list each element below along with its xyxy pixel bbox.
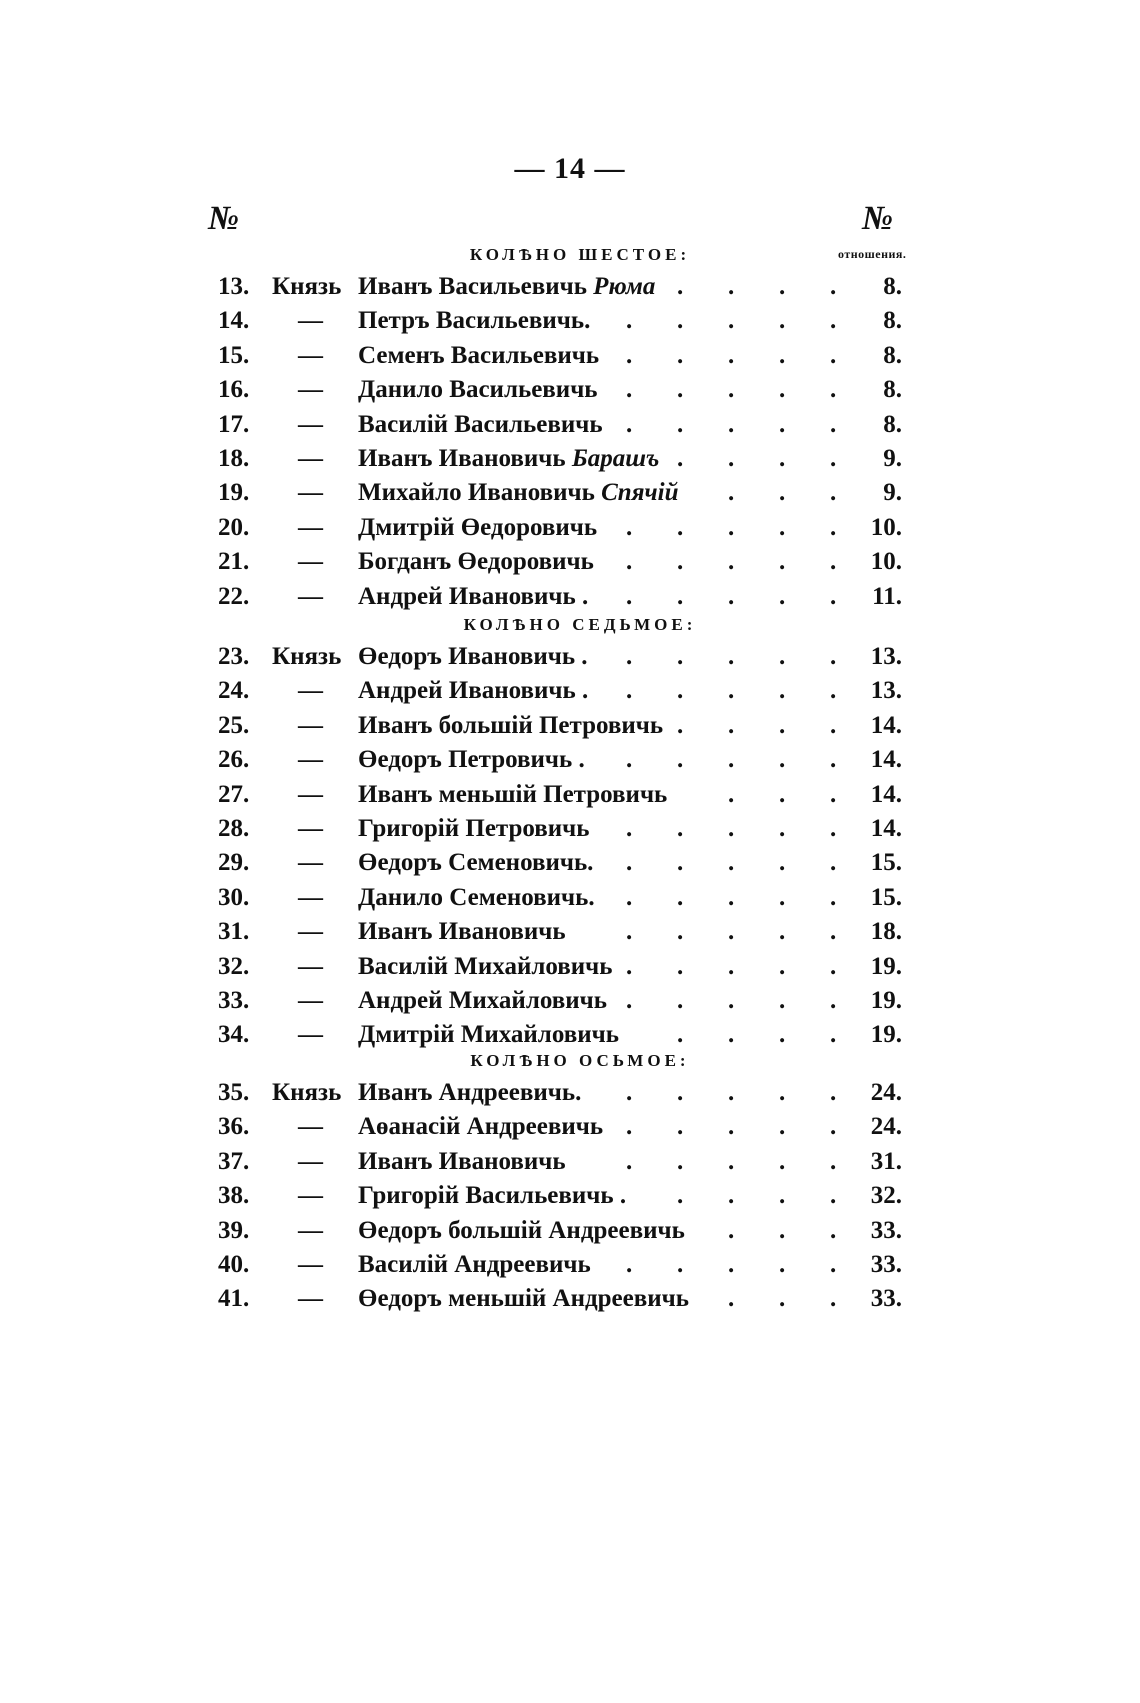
entry-name: Өедоръ Семеновичь. <box>358 849 594 877</box>
entry-name: Өедоръ Петровичь . <box>358 746 585 774</box>
leader-dot: . <box>626 513 633 541</box>
entry-row <box>0 511 1140 545</box>
leader-dot: . <box>728 952 735 980</box>
entry-reference: 8. <box>883 341 902 369</box>
leader-dot: . <box>830 273 837 300</box>
leader-dot: . <box>779 986 786 1014</box>
leader-dot: . <box>626 1147 633 1175</box>
entry-row <box>0 1282 1140 1316</box>
entry-name: Дмитрій Михайловичь <box>358 1021 619 1049</box>
entry-number: 18. <box>218 444 250 472</box>
entry-reference: 18. <box>870 918 902 946</box>
leader-dot: . <box>677 1182 684 1210</box>
entry-row <box>0 674 1140 708</box>
leader-dot: . <box>677 1250 684 1278</box>
leader-dot: . <box>728 1079 735 1106</box>
leader-dot: . <box>779 513 786 541</box>
leader-dot: . <box>677 918 684 946</box>
ditto-dash: — <box>298 1021 323 1049</box>
entry-row <box>0 984 1140 1018</box>
ditto-dash: — <box>298 1147 323 1175</box>
leader-dot: . <box>728 746 735 774</box>
leader-dot: . <box>728 548 735 576</box>
leader-dot: . <box>677 711 684 739</box>
ditto-dash: — <box>298 307 323 335</box>
ditto-dash: — <box>298 780 323 808</box>
entry-number: 39. <box>218 1216 250 1244</box>
entry-reference: 11. <box>872 582 902 610</box>
entry-reference: 32. <box>870 1182 902 1210</box>
entry-name: Андрей Ивановичь . <box>358 677 589 705</box>
entry-row <box>0 915 1140 949</box>
leader-dot: . <box>779 273 786 300</box>
leader-dot: . <box>830 1147 837 1175</box>
ditto-dash: — <box>298 1182 323 1210</box>
ditto-dash: — <box>298 479 323 507</box>
leader-dot: . <box>677 1147 684 1175</box>
entry-name: Иванъ Андреевичь. <box>358 1079 582 1106</box>
leader-dot: . <box>830 1021 837 1049</box>
entry-name: Андрей Ивановичь . <box>358 582 589 610</box>
entry-name: Өедоръ Ивановичь . <box>358 643 588 670</box>
leader-dot: . <box>677 307 684 335</box>
entry-row <box>0 846 1140 880</box>
entry-row <box>0 373 1140 407</box>
entry-row <box>0 476 1140 510</box>
entry-number: 25. <box>218 711 250 739</box>
leader-dot: . <box>626 746 633 774</box>
leader-dot: . <box>728 273 735 300</box>
entry-number: 26. <box>218 746 250 774</box>
leader-dot: . <box>677 849 684 877</box>
entry-name: Михайло Ивановичь Спячій <box>358 479 679 507</box>
leader-dot: . <box>779 1285 786 1313</box>
leader-dot: . <box>728 1216 735 1244</box>
page-number: — 14 — <box>514 152 626 185</box>
entry-number: 29. <box>218 849 250 877</box>
leader-dot: . <box>830 341 837 369</box>
leader-dot: . <box>626 883 633 911</box>
generation-section <box>0 610 1140 1053</box>
leader-dot: . <box>779 918 786 946</box>
ditto-dash: — <box>298 952 323 980</box>
leader-dot: . <box>626 849 633 877</box>
entry-title: Князь <box>272 643 342 670</box>
entry-row <box>0 408 1140 442</box>
entry-reference: 15. <box>870 849 902 877</box>
leader-dot: . <box>728 883 735 911</box>
entry-row <box>0 709 1140 743</box>
entry-number: 40. <box>218 1250 250 1278</box>
entry-row <box>0 743 1140 777</box>
entry-reference: 14. <box>870 746 902 774</box>
entry-number: 33. <box>218 986 250 1014</box>
section-title: КОЛѢНО СЕДЬМОЕ: <box>463 615 697 634</box>
ditto-dash: — <box>298 849 323 877</box>
entry-number: 38. <box>218 1182 250 1210</box>
leader-dot: . <box>830 410 837 438</box>
entry-row <box>0 640 1140 674</box>
leader-dot: . <box>830 479 837 507</box>
entry-name: Иванъ большій Петровичь <box>358 711 664 739</box>
leader-dot: . <box>830 1285 837 1313</box>
leader-dot: . <box>830 307 837 335</box>
leader-dot: . <box>677 883 684 911</box>
leader-dot: . <box>677 273 684 300</box>
entry-name: Иванъ Ивановичь <box>358 918 566 946</box>
leader-dot: . <box>677 643 684 670</box>
leader-dot: . <box>779 1250 786 1278</box>
leader-dot: . <box>830 918 837 946</box>
leader-dot: . <box>626 643 633 670</box>
section-title: КОЛѢНО ШЕСТОЕ: <box>469 245 691 264</box>
ditto-dash: — <box>298 1113 323 1141</box>
leader-dot: . <box>779 1182 786 1210</box>
leader-dot: . <box>830 677 837 705</box>
leader-dot: . <box>779 376 786 404</box>
leader-dot: . <box>626 1079 633 1106</box>
entry-reference: 33. <box>870 1216 902 1244</box>
leader-dot: . <box>830 1113 837 1141</box>
entry-row <box>0 1179 1140 1213</box>
leader-dot: . <box>728 814 735 842</box>
entry-name: Дмитрій Өедоровичь <box>358 513 598 541</box>
entry-reference: 24. <box>870 1113 902 1141</box>
entry-row <box>0 950 1140 984</box>
leader-dot: . <box>677 746 684 774</box>
leader-dot: . <box>677 1079 684 1106</box>
entry-row <box>0 339 1140 373</box>
ditto-dash: — <box>298 582 323 610</box>
leader-dot: . <box>779 814 786 842</box>
entry-reference: 8. <box>883 307 902 335</box>
leader-dot: . <box>830 780 837 808</box>
leader-dot: . <box>728 582 735 610</box>
leader-dot: . <box>728 1113 735 1141</box>
entry-name: Григорій Васильевичь . <box>358 1182 627 1210</box>
leader-dot: . <box>830 444 837 472</box>
entry-reference: 8. <box>883 410 902 438</box>
ditto-dash: — <box>298 746 323 774</box>
leader-dot: . <box>728 918 735 946</box>
leader-dot: . <box>779 479 786 507</box>
entry-reference: 8. <box>883 376 902 404</box>
entry-row <box>0 1214 1140 1248</box>
entry-number: 22. <box>218 582 250 610</box>
leader-dot: . <box>830 952 837 980</box>
reference-column-header: № <box>862 200 894 237</box>
entry-name: Иванъ Ивановичь <box>358 1147 566 1175</box>
entry-reference: 19. <box>870 1021 902 1049</box>
ditto-dash: — <box>298 677 323 705</box>
leader-dot: . <box>728 1285 735 1313</box>
leader-dot: . <box>677 548 684 576</box>
reference-column-subheader: отношения. <box>838 247 907 261</box>
leader-dot: . <box>728 444 735 472</box>
leader-dot: . <box>830 376 837 404</box>
leader-dot: . <box>779 444 786 472</box>
leader-dot: . <box>728 1250 735 1278</box>
entry-reference: 14. <box>870 711 902 739</box>
leader-dot: . <box>728 410 735 438</box>
leader-dot: . <box>677 410 684 438</box>
leader-dot: . <box>728 1182 735 1210</box>
leader-dot: . <box>728 677 735 705</box>
leader-dot: . <box>830 883 837 911</box>
leader-dot: . <box>626 376 633 404</box>
leader-dot: . <box>830 849 837 877</box>
entry-reference: 9. <box>883 479 902 507</box>
generation-section <box>0 1046 1140 1317</box>
leader-dot: . <box>830 1182 837 1210</box>
leader-dot: . <box>626 814 633 842</box>
ditto-dash: — <box>298 1250 323 1278</box>
entry-reference: 10. <box>870 513 902 541</box>
entry-number: 13. <box>218 273 250 300</box>
leader-dot: . <box>677 677 684 705</box>
leader-dot: . <box>830 1250 837 1278</box>
ditto-dash: — <box>298 918 323 946</box>
leader-dot: . <box>728 376 735 404</box>
entry-nickname: Рюма <box>593 273 656 300</box>
leader-dot: . <box>626 1113 633 1141</box>
entry-reference: 19. <box>870 952 902 980</box>
ditto-dash: — <box>298 341 323 369</box>
entry-number: 14. <box>218 307 250 335</box>
leader-dot: . <box>728 1021 735 1049</box>
leader-dot: . <box>626 677 633 705</box>
leader-dot: . <box>728 986 735 1014</box>
leader-dot: . <box>626 307 633 335</box>
leader-dot: . <box>677 513 684 541</box>
entry-row <box>0 778 1140 812</box>
entry-name: Андрей Михайловичь <box>358 986 607 1014</box>
entry-number: 36. <box>218 1113 250 1141</box>
ditto-dash: — <box>298 548 323 576</box>
entry-number: 19. <box>218 479 250 507</box>
leader-dot: . <box>779 746 786 774</box>
entry-reference: 13. <box>870 643 902 670</box>
ditto-dash: — <box>298 376 323 404</box>
leader-dot: . <box>830 1079 837 1106</box>
entry-row <box>0 545 1140 579</box>
entry-reference: 14. <box>870 780 902 808</box>
leader-dot: . <box>830 582 837 610</box>
leader-dot: . <box>830 643 837 670</box>
entry-name: Аөанасій Андреевичь <box>358 1113 604 1141</box>
entry-name: Өедоръ меньшій Андреевичь <box>358 1285 689 1313</box>
entry-name: Иванъ Ивановичь Барашъ <box>358 444 660 472</box>
entry-number: 24. <box>218 677 250 705</box>
entry-name: Богданъ Өедоровичь <box>358 548 594 576</box>
leader-dot: . <box>779 643 786 670</box>
entry-title: Князь <box>272 1079 342 1106</box>
leader-dot: . <box>728 513 735 541</box>
leader-dot: . <box>779 341 786 369</box>
ditto-dash: — <box>298 883 323 911</box>
generation-section <box>0 240 1140 614</box>
entry-number: 34. <box>218 1021 250 1049</box>
number-column-header: № <box>208 200 240 237</box>
leader-dot: . <box>677 952 684 980</box>
entry-name: Василій Андреевичь <box>358 1250 591 1278</box>
leader-dot: . <box>728 1147 735 1175</box>
entry-row <box>0 881 1140 915</box>
leader-dot: . <box>830 1216 837 1244</box>
entry-number: 23. <box>218 643 250 670</box>
leader-dot: . <box>779 307 786 335</box>
ditto-dash: — <box>298 410 323 438</box>
ditto-dash: — <box>298 1216 323 1244</box>
entry-number: 31. <box>218 918 250 946</box>
entry-row <box>0 1248 1140 1282</box>
entry-reference: 24. <box>870 1079 902 1106</box>
leader-dot: . <box>677 582 684 610</box>
entry-name: Данило Семеновичь. <box>358 883 595 911</box>
leader-dot: . <box>677 341 684 369</box>
entry-number: 27. <box>218 780 250 808</box>
entry-name: Иванъ Васильевичь Рюма <box>358 273 656 300</box>
leader-dot: . <box>779 677 786 705</box>
leader-dot: . <box>626 410 633 438</box>
entry-reference: 14. <box>870 814 902 842</box>
ditto-dash: — <box>298 711 323 739</box>
ditto-dash: — <box>298 1285 323 1313</box>
entry-number: 41. <box>218 1285 250 1313</box>
entry-number: 20. <box>218 513 250 541</box>
entry-number: 28. <box>218 814 250 842</box>
leader-dot: . <box>830 986 837 1014</box>
entry-name: Семенъ Васильевичь <box>358 341 600 369</box>
leader-dot: . <box>626 548 633 576</box>
leader-dot: . <box>779 952 786 980</box>
leader-dot: . <box>677 1021 684 1049</box>
entry-number: 17. <box>218 410 250 438</box>
entry-row <box>0 580 1140 614</box>
leader-dot: . <box>830 746 837 774</box>
leader-dot: . <box>677 814 684 842</box>
leader-dot: . <box>830 513 837 541</box>
ditto-dash: — <box>298 444 323 472</box>
leader-dot: . <box>728 479 735 507</box>
entry-number: 16. <box>218 376 250 404</box>
leader-dot: . <box>626 918 633 946</box>
entry-reference: 31. <box>870 1147 902 1175</box>
entry-row <box>0 1110 1140 1144</box>
leader-dot: . <box>728 643 735 670</box>
entry-name: Василій Васильевичь <box>358 410 603 438</box>
entry-reference: 33. <box>870 1285 902 1313</box>
section-title: КОЛѢНО ОСЬМОЕ: <box>470 1051 690 1070</box>
entry-number: 32. <box>218 952 250 980</box>
leader-dot: . <box>830 548 837 576</box>
leader-dot: . <box>728 341 735 369</box>
entry-nickname: Спячій <box>601 479 679 507</box>
entry-row <box>0 442 1140 476</box>
ditto-dash: — <box>298 814 323 842</box>
ditto-dash: — <box>298 513 323 541</box>
entry-name: Петръ Васильевичь. <box>358 307 591 335</box>
entry-reference: 33. <box>870 1250 902 1278</box>
ditto-dash: — <box>298 986 323 1014</box>
entry-number: 37. <box>218 1147 250 1175</box>
leader-dot: . <box>626 1250 633 1278</box>
leader-dot: . <box>779 548 786 576</box>
leader-dot: . <box>677 986 684 1014</box>
leader-dot: . <box>779 1147 786 1175</box>
leader-dot: . <box>779 780 786 808</box>
entry-name: Иванъ меньшій Петровичь <box>358 780 668 808</box>
entry-row <box>0 270 1140 304</box>
leader-dot: . <box>830 711 837 739</box>
leader-dot: . <box>779 883 786 911</box>
leader-dot: . <box>677 1113 684 1141</box>
entry-reference: 15. <box>870 883 902 911</box>
leader-dot: . <box>728 711 735 739</box>
leader-dot: . <box>626 582 633 610</box>
entry-number: 15. <box>218 341 250 369</box>
leader-dot: . <box>728 780 735 808</box>
leader-dot: . <box>779 1113 786 1141</box>
leader-dot: . <box>626 952 633 980</box>
leader-dot: . <box>779 849 786 877</box>
entry-reference: 8. <box>883 273 902 300</box>
entry-name: Данило Васильевичь <box>358 376 598 404</box>
entry-row <box>0 812 1140 846</box>
leader-dot: . <box>779 1079 786 1106</box>
leader-dot: . <box>779 1021 786 1049</box>
entry-row <box>0 1076 1140 1110</box>
leader-dot: . <box>677 444 684 472</box>
leader-dot: . <box>728 849 735 877</box>
leader-dot: . <box>830 814 837 842</box>
entry-name: Өедоръ большій Андреевичь <box>358 1216 685 1244</box>
leader-dot: . <box>626 341 633 369</box>
leader-dot: . <box>779 711 786 739</box>
leader-dot: . <box>728 307 735 335</box>
leader-dot: . <box>677 376 684 404</box>
entry-reference: 10. <box>870 548 902 576</box>
leader-dot: . <box>626 986 633 1014</box>
entry-name: Василій Михайловичь <box>358 952 613 980</box>
leader-dot: . <box>779 410 786 438</box>
entry-reference: 19. <box>870 986 902 1014</box>
entry-reference: 9. <box>883 444 902 472</box>
entry-reference: 13. <box>870 677 902 705</box>
leader-dot: . <box>779 582 786 610</box>
entry-number: 21. <box>218 548 250 576</box>
entry-number: 30. <box>218 883 250 911</box>
entry-title: Князь <box>272 273 342 300</box>
entry-number: 35. <box>218 1079 250 1106</box>
entry-nickname: Барашъ <box>571 444 660 472</box>
entry-row <box>0 304 1140 338</box>
entry-name: Григорій Петровичь <box>358 814 590 842</box>
leader-dot: . <box>779 1216 786 1244</box>
entry-row <box>0 1145 1140 1179</box>
